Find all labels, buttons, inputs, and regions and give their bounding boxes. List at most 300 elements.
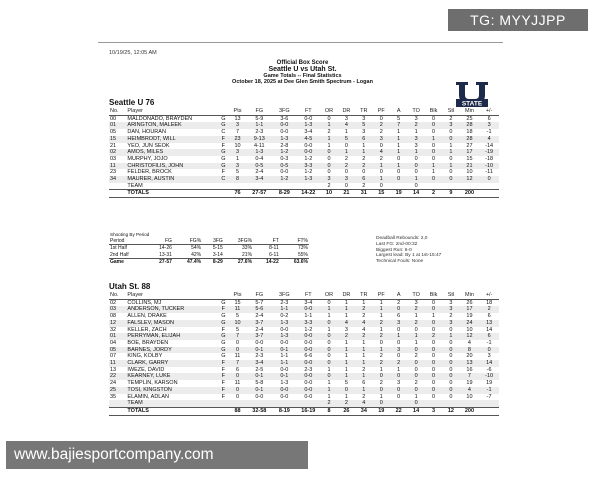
period-caption: Shooting By Period (110, 232, 150, 237)
stat-cell: 1 (442, 163, 459, 170)
total-cell (479, 190, 499, 198)
stat-cell: 0 (442, 373, 459, 380)
stat-cell: 1 (379, 366, 383, 373)
stat-cell: G (221, 339, 226, 346)
stat-cell: 0 (397, 353, 401, 360)
stat-cell: 2 (362, 313, 366, 320)
stat-cell: 2-4 (255, 169, 264, 176)
stat-cell: 19 (466, 380, 473, 387)
stat-cell: -1 (479, 387, 499, 394)
stat-cell: 1 (320, 122, 337, 129)
stat-cell: 3-3 (296, 320, 320, 327)
stat-cell (229, 400, 246, 407)
total-cell: 14 (407, 190, 424, 198)
header-line1: Official Box Score (276, 60, 329, 66)
stat-cell: 0 (390, 387, 407, 394)
stat-cell: 2-3 (280, 299, 289, 306)
stat-cell: 1 (338, 360, 355, 367)
stat-cell: 1 (338, 149, 355, 156)
total-cell: 8-19 (272, 407, 296, 415)
stat-cell: ANDERSON, TUCKER (126, 306, 218, 313)
period-column-header: Period (109, 238, 146, 245)
stat-cell: 10 (466, 393, 473, 400)
stat-cell: 19 (486, 380, 493, 387)
stat-cell: TEMPLIN, KARSON (127, 380, 178, 387)
column-header: Min (460, 108, 480, 115)
stat-cell: G (221, 353, 226, 360)
stat-cell (390, 400, 407, 407)
stat-cell: 0 (431, 299, 436, 306)
total-cell: 31 (355, 190, 372, 198)
stat-cell: 1 (355, 149, 372, 156)
stat-cell: 14 (479, 360, 499, 367)
stat-cell: 2 (355, 333, 372, 340)
table-header-row (109, 108, 499, 115)
stat-cell: F (218, 136, 229, 143)
stat-cell: 1 (390, 136, 407, 143)
total-cell: 12 (442, 407, 459, 415)
stat-cell: 3 (414, 115, 418, 122)
period-cell: 6-11 (269, 251, 279, 258)
stat-cell: 0-0 (296, 373, 320, 380)
total-cell (479, 407, 499, 415)
stat-cell: 7 (460, 373, 480, 380)
stat-cell: 16 (466, 366, 473, 373)
stat-cell: TEAM (127, 182, 143, 189)
stat-cell: F (218, 387, 229, 394)
stat-cell: 1 (407, 333, 424, 340)
stat-cell: 1 (320, 387, 337, 394)
stat-cell: 1 (407, 176, 424, 183)
stat-cell: 3 (407, 136, 424, 143)
stat-cell: 12 (109, 320, 126, 327)
stat-cell: 0 (320, 320, 337, 327)
stat-cell: 0-0 (280, 326, 289, 333)
period-column-header: FT (253, 238, 280, 245)
stat-cell: 21 (110, 142, 117, 149)
stat-cell: 1 (373, 306, 390, 313)
stat-cell: 3 (344, 115, 348, 122)
column-header: +/- (479, 292, 499, 299)
stat-cell: 5-8 (255, 380, 264, 387)
stat-cell: 2 (407, 306, 424, 313)
stat-cell (390, 183, 407, 190)
stat-cell: 0 (425, 347, 442, 354)
stat-cell (442, 400, 459, 407)
stat-cell: 2 (327, 129, 331, 136)
stat-cell: 1-3 (296, 122, 320, 129)
stat-cell: 1-2 (272, 176, 296, 183)
stat-cell (272, 183, 296, 190)
box-score-header (195, 60, 410, 85)
total-cell: 76 (229, 190, 246, 198)
stat-cell: 0 (414, 326, 418, 333)
stat-cell (425, 183, 442, 190)
stat-cell: 0 (414, 182, 418, 189)
stat-cell: 3-6 (280, 115, 289, 122)
stat-cell: 1 (355, 387, 372, 394)
stat-cell: 1-3 (272, 320, 296, 327)
stat-cell: 1 (379, 393, 383, 400)
stat-cell: 1 (442, 333, 459, 340)
stat-cell: 1 (414, 129, 418, 136)
stat-cell: 1 (327, 366, 331, 373)
stat-cell: 11 (234, 353, 241, 360)
stat-cell: PERRYMAN, ELIJAH (126, 333, 218, 340)
total-cell: 3 (425, 407, 442, 415)
period-totals-row (109, 258, 309, 265)
stat-cell: 0-0 (280, 393, 289, 400)
stat-cell: 2 (362, 182, 366, 189)
total-cell: 16-19 (296, 407, 320, 415)
stat-cell: 1 (338, 347, 355, 354)
stat-cell: -6 (486, 366, 492, 373)
stat-cell: COLLINS, MJ (127, 299, 162, 306)
stat-cell: 2 (355, 163, 372, 170)
period-cell: 2nd Half (110, 251, 129, 258)
stat-cell: 2 (479, 306, 499, 313)
stat-cell (442, 183, 459, 190)
total-cell (218, 190, 229, 198)
stat-cell: 1 (338, 306, 355, 313)
stat-cell: DAN, HOURAN (127, 129, 166, 136)
column-header: +/- (479, 108, 499, 115)
stat-cell: 0 (449, 169, 453, 176)
column-header (218, 292, 229, 299)
stat-cell: 04 (110, 339, 117, 346)
stat-cell: 3 (362, 115, 366, 122)
total-cell: 32-58 (246, 407, 272, 415)
stat-cell: 11 (109, 360, 126, 367)
stat-cell: MAURER, AUSTIN (126, 176, 218, 183)
stat-cell: 6 (362, 380, 366, 387)
stat-cell: -14 (485, 142, 494, 149)
team1-title: Seattle U 76 (109, 98, 155, 107)
stat-cell: 0 (425, 306, 442, 313)
stat-cell: 0-0 (304, 339, 313, 346)
stat-cell: G (218, 347, 229, 354)
stat-cell: 0-0 (280, 129, 289, 136)
stat-cell (229, 183, 246, 190)
stat-cell: 6-6 (304, 353, 313, 360)
column-header: Stl (442, 108, 459, 115)
stat-cell: KING, KOLBY (127, 353, 163, 360)
stat-cell: 0 (229, 387, 246, 394)
stat-cell: 0 (431, 155, 436, 162)
stat-cell: 0-0 (272, 387, 296, 394)
header-line2: Seattle U vs Utah St. (268, 66, 337, 73)
stat-cell: 0-0 (304, 115, 313, 122)
column-header (218, 108, 229, 115)
stat-cell: 1 (344, 313, 348, 320)
stat-cell: 5 (235, 169, 240, 176)
column-header: Stl (442, 292, 459, 299)
period-cell: 3-14 (212, 251, 223, 258)
total-cell: 14 (407, 407, 424, 415)
stat-cell: 0-1 (246, 387, 272, 394)
box-score-sheet (95, 40, 510, 480)
column-header: TO (407, 292, 424, 299)
column-header: TR (355, 292, 372, 299)
stat-cell: 0 (338, 387, 355, 394)
column-header: Blk (425, 108, 442, 115)
stat-cell: 0 (479, 176, 499, 183)
total-cell: 15 (373, 190, 390, 198)
period-cell: 13-31 (159, 251, 172, 258)
stat-cell (479, 183, 499, 190)
table-header-row (109, 292, 499, 299)
stat-cell: 05 (109, 347, 126, 354)
stat-cell: 0 (425, 387, 442, 394)
stat-cell: 0 (397, 326, 401, 333)
stat-cell: 0-0 (280, 366, 289, 373)
period-total-cell: Game (109, 258, 146, 265)
stat-cell: 18 (486, 299, 493, 306)
total-cell: 34 (355, 407, 372, 415)
stat-cell: TOSI, KINGSTON (126, 387, 218, 394)
period-cell: 33% (242, 245, 253, 252)
total-cell: 2 (425, 190, 442, 198)
stat-cell: -1 (486, 129, 492, 136)
stat-cell: 1 (344, 339, 348, 346)
stat-cell: 1 (407, 149, 424, 156)
stat-cell: 5 (235, 313, 240, 320)
stat-cell: 1 (373, 347, 390, 354)
stat-cell: 0 (327, 155, 331, 162)
stat-cell: 3 (442, 122, 459, 129)
stat-cell: 11 (229, 306, 246, 313)
stat-cell: 2 (373, 122, 390, 129)
stat-cell: CLARK, GARRY (126, 360, 218, 367)
stat-cell: 3 (390, 320, 407, 327)
stat-cell: 0 (229, 373, 246, 380)
stat-cell: 0 (425, 360, 442, 367)
column-header: PF (373, 292, 390, 299)
stat-cell: -7 (486, 393, 492, 400)
stat-cell: 1-3 (272, 333, 296, 340)
stat-cell: 2-3 (255, 353, 264, 360)
shooting-by-period-table (109, 232, 309, 265)
stat-cell: 17 (460, 149, 480, 156)
stat-cell: 0-3 (280, 155, 289, 162)
stat-cell: 6 (355, 136, 372, 143)
stat-cell (109, 400, 126, 407)
stat-cell: 0 (320, 360, 337, 367)
stat-cell: 5 (397, 115, 401, 122)
stat-cell: 1 (362, 339, 366, 346)
column-header: Player (126, 108, 218, 115)
stat-cell: 4 (373, 149, 390, 156)
column-header: FG (246, 108, 272, 115)
stat-cell: 11 (234, 380, 241, 387)
stat-cell: 2 (338, 333, 355, 340)
period-cell: 54% (191, 245, 202, 252)
stat-cell: 3 (390, 347, 407, 354)
stat-cell: 1-2 (304, 169, 313, 176)
note-line: Biggest Run: 6-0 (376, 247, 412, 253)
stat-cell: 02 (110, 299, 117, 306)
stat-cell: 1 (235, 155, 240, 162)
totals-row (109, 407, 499, 415)
stat-cell: 0-0 (296, 360, 320, 367)
stat-cell: 2-8 (280, 142, 289, 149)
stat-cell: 1 (379, 313, 383, 320)
player-row (109, 380, 499, 387)
stat-cell: 5 (338, 136, 355, 143)
stat-cell: 1 (344, 353, 348, 360)
utah-state-logo (453, 80, 491, 110)
stat-cell (246, 400, 272, 407)
stat-cell: F (218, 360, 229, 367)
stat-cell: G (221, 115, 226, 122)
note-line: Technical Fouls: None (376, 259, 424, 265)
stat-cell: 1-3 (280, 380, 289, 387)
column-header: Pts (229, 292, 246, 299)
stat-cell: YEO, JUN SEOK (127, 142, 170, 149)
stat-cell: 0 (235, 393, 240, 400)
stat-cell: 7 (235, 129, 240, 136)
player-row (109, 306, 499, 313)
stat-cell: 13 (460, 360, 480, 367)
stat-cell: 2 (414, 353, 418, 360)
stat-cell: 0 (431, 353, 436, 360)
stat-cell: 0 (379, 339, 383, 346)
stat-cell (479, 400, 499, 407)
period-total-cell: 14-22 (253, 258, 280, 265)
stat-cell: 0 (425, 373, 442, 380)
stat-cell (218, 183, 229, 190)
total-cell: TOTALS (126, 407, 218, 415)
stat-cell: 0-0 (280, 169, 289, 176)
stat-cell: 0-0 (255, 339, 264, 346)
stat-cell: 0-4 (255, 155, 264, 162)
stat-cell: 2 (379, 353, 383, 360)
stat-cell: 0 (442, 176, 459, 183)
player-row (109, 353, 499, 360)
stat-cell: MALDONADO, BRAYDEN (127, 115, 193, 122)
stat-cell: 4 (355, 320, 372, 327)
column-header: A (390, 108, 407, 115)
stat-cell: 05 (110, 129, 117, 136)
stat-cell: 0 (327, 353, 331, 360)
stat-cell: 0-0 (296, 333, 320, 340)
stat-cell (272, 400, 296, 407)
stat-cell: CHRISTOFILIS, JOHN (126, 163, 218, 170)
stat-cell: 2 (344, 155, 348, 162)
stat-cell: 1 (320, 136, 337, 143)
period-cell: 55% (297, 251, 308, 258)
total-cell: 19 (373, 407, 390, 415)
stat-cell: 7 (390, 122, 407, 129)
stat-cell: -10 (479, 373, 499, 380)
stat-cell: 0 (320, 163, 337, 170)
stat-cell: 3 (344, 326, 348, 333)
stat-cell: 0 (327, 169, 331, 176)
stat-cell: 6 (355, 176, 372, 183)
stat-cell: 07 (110, 353, 117, 360)
stat-cell: FELDER, BROCK (127, 169, 172, 176)
stat-cell: 0 (431, 339, 436, 346)
stat-cell: 24 (110, 380, 117, 387)
stat-cell: 0-0 (304, 393, 313, 400)
stat-cell: 1 (355, 360, 372, 367)
stat-cell: 0-5 (246, 163, 272, 170)
stat-cell: 10 (466, 169, 473, 176)
stat-cell: -10 (479, 163, 499, 170)
stat-cell: 0 (344, 142, 348, 149)
stat-cell: 2 (379, 129, 383, 136)
stat-cell: 2 (407, 122, 424, 129)
stat-cell: 0-2 (280, 313, 289, 320)
totals-row (109, 190, 499, 198)
stat-cell: 2-4 (255, 326, 264, 333)
stat-cell: G (221, 299, 226, 306)
total-cell: 200 (460, 407, 480, 415)
stat-cell: 1 (344, 299, 348, 306)
stat-cell: G (218, 320, 229, 327)
stat-cell: 1 (397, 366, 401, 373)
stat-cell: 0 (431, 380, 436, 387)
stat-cell: 7 (229, 333, 246, 340)
column-header: Pts (229, 108, 246, 115)
watermark-banner: www.bajiesportcompany.com (6, 441, 308, 469)
stat-cell: 3 (442, 320, 459, 327)
game-notes (376, 236, 441, 265)
stat-cell: 0 (390, 373, 407, 380)
stat-cell: 2 (362, 393, 366, 400)
stat-cell: 0 (425, 122, 442, 129)
stat-cell: ARINGTON, MALEEK (126, 122, 218, 129)
stat-cell: 1 (344, 393, 348, 400)
period-cell: 42% (191, 251, 202, 258)
stat-cell: 2 (407, 320, 424, 327)
stat-cell: F (221, 380, 226, 387)
stat-cell: -11 (485, 169, 493, 176)
stat-cell: 10 (234, 142, 241, 149)
stat-cell: G (221, 155, 226, 162)
stat-cell: 1 (338, 373, 355, 380)
stat-cell: 13 (479, 320, 499, 327)
total-cell: 21 (338, 190, 355, 198)
stat-cell: 4 (460, 387, 480, 394)
stat-cell: 4-5 (296, 136, 320, 143)
period-total-cell: 27.6% (224, 258, 253, 265)
stat-cell: 2 (373, 320, 390, 327)
period-total-cell: 63.6% (280, 258, 309, 265)
period-cell: 14-26 (159, 245, 172, 252)
stat-cell: 3 (414, 299, 418, 306)
stat-cell: 0 (449, 393, 453, 400)
stat-cell: 0 (362, 169, 366, 176)
stat-cell: 0 (379, 142, 383, 149)
stat-cell: 15 (109, 136, 126, 143)
print-date: 10/19/25, 12:05 AM (109, 50, 157, 56)
stat-cell: 2 (373, 333, 390, 340)
column-header: TO (407, 108, 424, 115)
stat-cell: 3 (229, 149, 246, 156)
stat-cell: 0 (425, 320, 442, 327)
stat-cell: 1-2 (304, 155, 313, 162)
stat-cell: 0 (479, 347, 499, 354)
stat-cell: 13 (110, 366, 117, 373)
stat-cell: 2-3 (255, 129, 264, 136)
stat-cell: 1 (373, 163, 390, 170)
stat-cell: 1 (320, 306, 337, 313)
stat-cell: 3 (449, 299, 453, 306)
stat-cell: F (221, 169, 226, 176)
stat-cell: 20 (466, 353, 473, 360)
period-row (109, 245, 309, 252)
